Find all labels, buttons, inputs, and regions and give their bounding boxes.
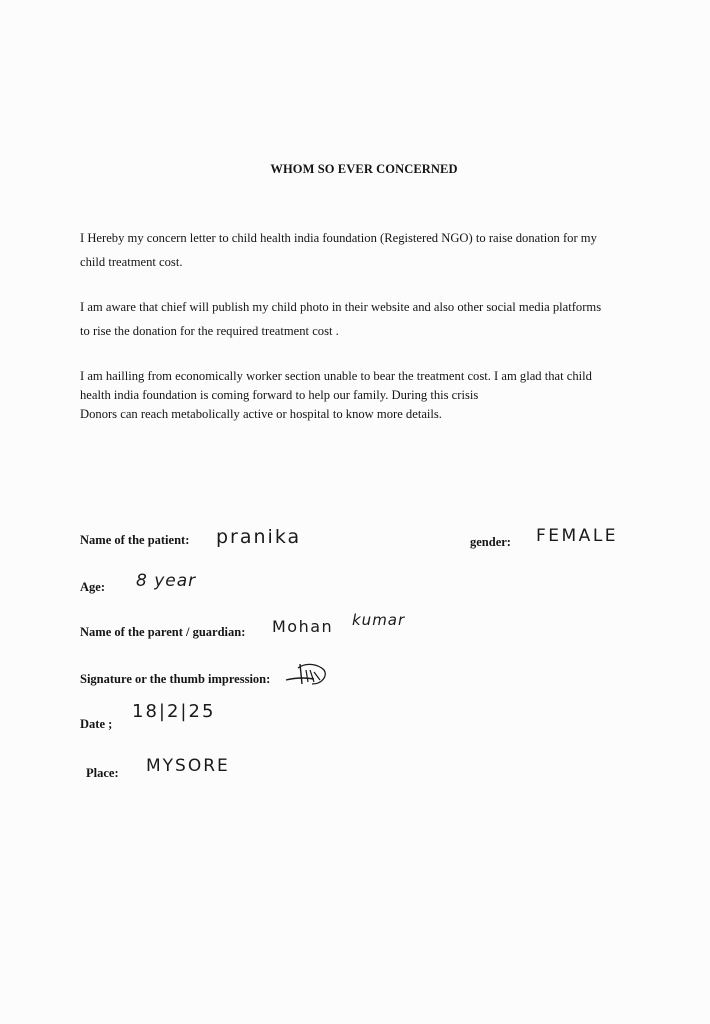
patient-name-value: pranika [216,526,302,548]
paragraph-line: child treatment cost. [80,255,183,269]
paragraph-publication [80,295,655,343]
letter-title: WHOM SO EVER CONCERNED [270,162,458,176]
place-label: Place: [86,766,119,780]
place-value: MYSORE [146,756,230,776]
paragraph-consent [80,226,655,274]
paragraph-line: I am hailling from economically worker section unable to bear the treatment cost. I am glad that child [80,369,592,383]
guardian-first-name-value: Mohan [272,617,334,636]
guardian-name-label: Name of the parent / guardian: [80,625,246,639]
paragraph-line: I Hereby my concern letter to child health india foundation (Registered NGO) to raise donation for my [80,231,597,245]
paragraph-line: health india foundation is coming forward to help our family. During this crisis [80,388,479,402]
age-value: 8 year [136,571,197,591]
patient-name-label: Name of the patient: [80,533,190,547]
gender-value: FEMALE [536,526,619,546]
signature-label: Signature or the thumb impression: [80,672,271,686]
date-value: 18|2|25 [132,701,216,722]
signature-scribble [284,660,332,688]
paragraph-line: Donors can reach metabolically active or hospital to know more details. [80,407,442,421]
paragraph-background [80,367,655,424]
paragraph-line: to rise the donation for the required treatment cost . [80,324,339,338]
paragraph-line: I am aware that chief will publish my child photo in their website and also other social media platforms [80,300,602,314]
age-label: Age: [80,580,105,594]
gender-label: gender: [470,535,511,549]
date-label: Date ; [80,717,113,731]
guardian-last-name-value: kumar [352,611,406,629]
